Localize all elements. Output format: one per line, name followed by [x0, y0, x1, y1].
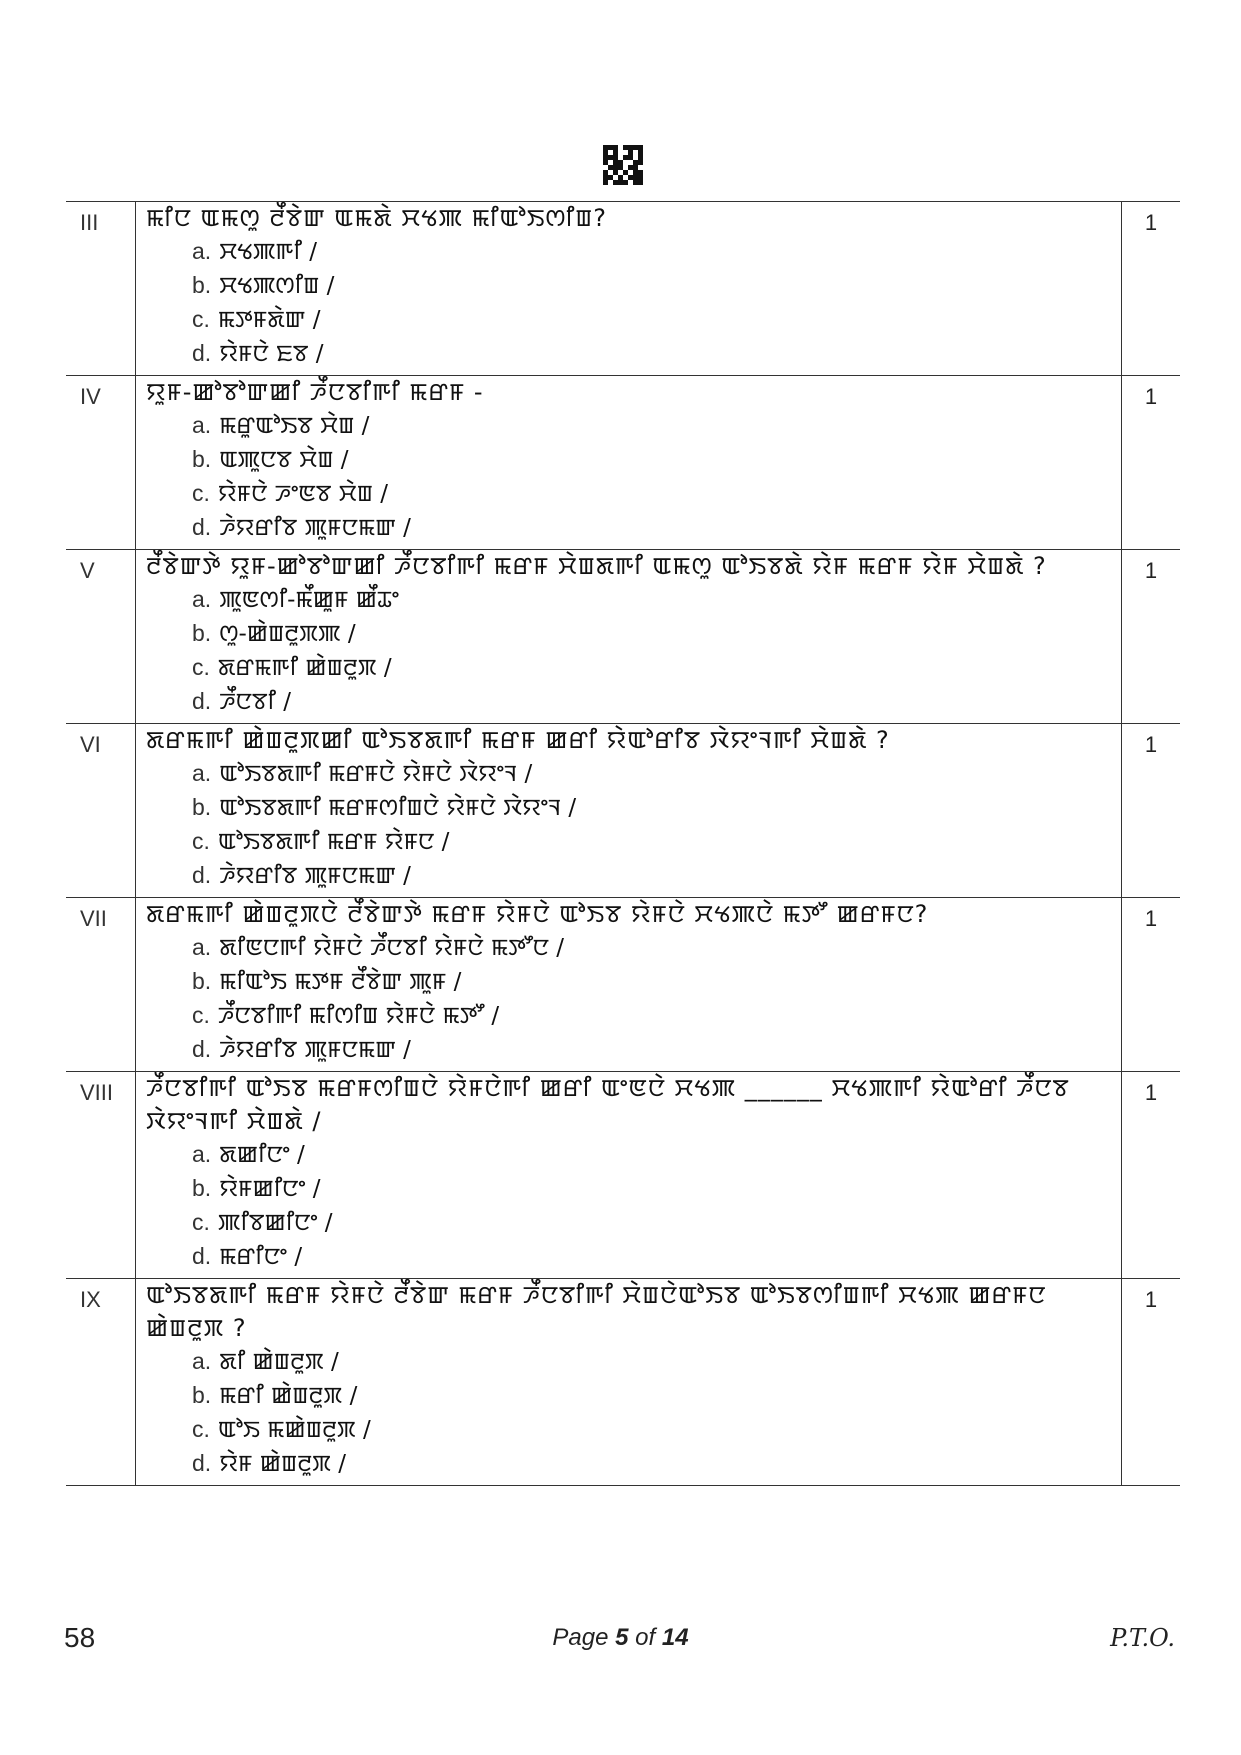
answer-option	[146, 1033, 1111, 1067]
option-text: ꯍꯥꯌꯔꯤꯕ ꯄꯨꯝꯅꯃꯛ /	[219, 1037, 411, 1063]
answer-option	[146, 1206, 1111, 1240]
question-row	[66, 202, 1180, 376]
option-label: c.	[192, 1416, 210, 1442]
answer-option	[146, 269, 1111, 303]
question-body	[136, 376, 1122, 550]
option-text: ꯆꯠꯄꯁꯤꯡ /	[219, 273, 335, 299]
answer-option	[146, 1447, 1111, 1481]
option-text: ꯌꯥꯝꯅꯥ ꯍꯦꯟꯕ ꯆꯥꯡ /	[217, 481, 389, 507]
option-label: a.	[192, 1348, 212, 1374]
option-text: ꯃꯔꯤꯅꯦ /	[219, 1244, 303, 1270]
answer-option	[146, 757, 1111, 791]
option-label: a.	[192, 760, 212, 786]
answer-option	[146, 1345, 1111, 1379]
question-row	[66, 550, 1180, 724]
question-mark: 1	[1122, 724, 1181, 898]
option-text: ꯌꯥꯝꯅꯥ ꯐꯕ /	[219, 341, 324, 367]
option-text: ꯄꯨꯟꯁꯤ-ꯃꯩꯀꯨꯝ ꯀꯩꯊꯦ	[219, 587, 399, 613]
option-text: ꯁꯨ-ꯀꯥꯡꯂꯨꯞꯄ /	[219, 621, 356, 647]
option-label: d.	[192, 1243, 212, 1269]
question-row	[66, 724, 1180, 898]
option-label: b.	[192, 272, 212, 298]
answer-option	[146, 1240, 1111, 1274]
question-row	[66, 376, 1180, 550]
question-text: ꯗꯔꯃꯒꯤ ꯀꯥꯡꯂꯨꯞꯅꯥ ꯂꯩꯕꯥꯛꯇꯥ ꯃꯔꯝ ꯌꯥꯝꯅꯥ ꯑꯣꯏꯕ ꯌꯥꯝꯅꯥ ꯆꯠꯄꯅꯥ ꯃꯇꯧ ꯀꯔꯝꯅ?	[146, 900, 929, 928]
option-label: c.	[192, 306, 210, 332]
question-text: ꯗꯔꯃꯒꯤ ꯀꯥꯡꯂꯨꯞꯀꯤ ꯑꯣꯏꯕꯗꯒꯤ ꯃꯔꯝ ꯀꯔꯤ ꯌꯥꯑꯣꯔꯤꯕ ꯋꯥꯌꯦꯜꯒꯤ ꯆꯥꯡꯗꯥ ?	[146, 726, 890, 754]
answer-option	[146, 409, 1111, 443]
option-label: d.	[192, 862, 212, 888]
option-text: ꯗꯤꯟꯅꯒꯤ ꯌꯥꯝꯅꯥ ꯍꯩꯅꯕꯤ ꯌꯥꯝꯅꯥ ꯃꯇꯧꯅ /	[219, 935, 564, 961]
option-text: ꯃꯔꯨꯑꯣꯏꯕ ꯆꯥꯡ /	[219, 413, 370, 439]
option-label: b.	[192, 794, 212, 820]
question-body	[136, 724, 1122, 898]
option-text: ꯍꯩꯅꯕꯤ /	[219, 689, 292, 715]
option-text: ꯍꯥꯌꯔꯤꯕ ꯄꯨꯝꯅꯃꯛ /	[219, 863, 411, 889]
option-text: ꯑꯣꯏꯕꯗꯒꯤ ꯃꯔꯝꯅꯥ ꯌꯥꯝꯅꯥ ꯋꯥꯌꯦꯜ /	[219, 761, 533, 787]
answer-option	[146, 931, 1111, 965]
option-label: b.	[192, 968, 212, 994]
question-text: ꯂꯩꯕꯥꯛꯇꯥ ꯌꯨꯝ-ꯀꯣꯕꯣꯛꯀꯤ ꯍꯩꯅꯕꯤꯒꯤ ꯃꯔꯝ ꯆꯥꯡꯗꯒꯤ ꯑꯃꯁꯨ ꯑꯣꯏꯕꯗꯥ ꯌꯥꯝ ꯃꯔꯝ ꯌꯥꯝ ꯆꯥꯡꯗꯥ ?	[146, 552, 1047, 580]
question-number: IX	[66, 1279, 136, 1486]
answer-option	[146, 511, 1111, 545]
question-mark: 1	[1122, 202, 1181, 376]
option-text: ꯑꯣꯏ ꯃꯀꯥꯡꯂꯨꯞ /	[217, 1417, 371, 1443]
option-text: ꯄꯤꯕꯀꯤꯅꯦ /	[217, 1210, 333, 1236]
option-label: d.	[192, 1036, 212, 1062]
option-label: b.	[192, 1382, 212, 1408]
question-text: ꯑꯣꯏꯕꯗꯒꯤ ꯃꯔꯝ ꯌꯥꯝꯅꯥ ꯂꯩꯕꯥꯛ ꯃꯔꯝ ꯍꯩꯅꯕꯤꯒꯤ ꯆꯥꯡꯅꯥꯑꯣꯏꯕ ꯑꯣꯏꯕꯁꯤꯡꯒꯤ ꯆꯠꯄ ꯀꯔꯝꯅ ꯀꯥꯡꯂꯨꯞ ?	[146, 1281, 1047, 1342]
option-label: b.	[192, 446, 212, 472]
option-label: a.	[192, 238, 212, 264]
qr-code	[603, 145, 643, 185]
answer-option	[146, 1172, 1111, 1206]
answer-option	[146, 337, 1111, 371]
option-label: d.	[192, 688, 212, 714]
answer-option	[146, 303, 1111, 337]
answer-option	[146, 791, 1111, 825]
option-text: ꯍꯩꯅꯕꯤꯒꯤ ꯃꯤꯁꯤꯡ ꯌꯥꯝꯅꯥ ꯃꯇꯧ /	[217, 1003, 500, 1029]
question-body	[136, 202, 1122, 376]
question-mark: 1	[1122, 1072, 1181, 1279]
option-label: b.	[192, 1175, 212, 1201]
answer-option	[146, 825, 1111, 859]
answer-option	[146, 235, 1111, 269]
question-text: ꯍꯩꯅꯕꯤꯒꯤ ꯑꯣꯏꯕ ꯃꯔꯝꯁꯤꯡꯅꯥ ꯌꯥꯝꯅꯥꯒꯤ ꯀꯔꯤ ꯑꯦꯟꯅꯥ ꯆꯠꯄ ______ ꯆꯠꯄꯒꯤ ꯌꯥꯑꯣꯔꯤ ꯍꯩꯅꯕ ꯋꯥꯌꯦꯜꯒꯤ ꯆꯥꯡꯗꯥ /	[146, 1074, 1070, 1135]
answer-option	[146, 1413, 1111, 1447]
question-table	[66, 201, 1180, 1486]
question-number: IV	[66, 376, 136, 550]
answer-option	[146, 443, 1111, 477]
option-text: ꯃꯔꯤ ꯀꯥꯡꯂꯨꯞ /	[219, 1383, 358, 1409]
question-body	[136, 1072, 1122, 1279]
question-row	[66, 898, 1180, 1072]
answer-option	[146, 477, 1111, 511]
option-text: ꯗꯤ ꯀꯥꯡꯂꯨꯞ /	[219, 1349, 339, 1375]
question-mark: 1	[1122, 376, 1181, 550]
option-text: ꯗꯔꯃꯒꯤ ꯀꯥꯡꯂꯨꯞ /	[217, 655, 392, 681]
option-label: d.	[192, 514, 212, 540]
question-number: VIII	[66, 1072, 136, 1279]
option-text: ꯃꯇꯝꯗꯥꯛ /	[217, 307, 321, 333]
option-text: ꯑꯣꯏꯕꯗꯒꯤ ꯃꯔꯝ ꯌꯥꯝꯅ /	[217, 829, 450, 855]
answer-option	[146, 965, 1111, 999]
answer-option	[146, 617, 1111, 651]
answer-option	[146, 999, 1111, 1033]
question-number: VI	[66, 724, 136, 898]
answer-option	[146, 583, 1111, 617]
option-label: c.	[192, 654, 210, 680]
option-text: ꯌꯥꯝꯀꯤꯅꯦ /	[219, 1176, 321, 1202]
option-text: ꯑꯄꯨꯅꯕ ꯆꯥꯡ /	[219, 447, 349, 473]
pto-note: P.T.O.	[1110, 1624, 1175, 1652]
paper-code: 58	[64, 1622, 96, 1653]
option-text: ꯌꯥꯝ ꯀꯥꯡꯂꯨꯞ /	[219, 1451, 347, 1477]
answer-option	[146, 859, 1111, 893]
question-mark: 1	[1122, 898, 1181, 1072]
question-number: III	[66, 202, 136, 376]
option-label: c.	[192, 1209, 210, 1235]
option-label: c.	[192, 1002, 210, 1028]
answer-option	[146, 1138, 1111, 1172]
question-mark: 1	[1122, 1279, 1181, 1486]
question-number: V	[66, 550, 136, 724]
option-label: a.	[192, 934, 212, 960]
option-text: ꯃꯤꯑꯣꯏ ꯃꯇꯝ ꯂꯩꯕꯥꯛ ꯄꯨꯝ /	[219, 969, 462, 995]
option-label: d.	[192, 1450, 212, 1476]
option-text: ꯆꯠꯄꯒꯤ /	[219, 239, 318, 265]
question-mark: 1	[1122, 550, 1181, 724]
option-label: c.	[192, 828, 210, 854]
option-label: c.	[192, 480, 210, 506]
question-text: ꯌꯨꯝ-ꯀꯣꯕꯣꯛꯀꯤ ꯍꯩꯅꯕꯤꯒꯤ ꯃꯔꯝ -	[146, 378, 484, 406]
question-text: ꯃꯤꯅ ꯑꯃꯁꯨ ꯂꯩꯕꯥꯛ ꯑꯃꯗꯥ ꯆꯠꯄ ꯃꯤꯑꯣꯏꯁꯤꯡ?	[146, 204, 607, 232]
answer-option	[146, 1379, 1111, 1413]
option-text: ꯍꯥꯌꯔꯤꯕ ꯄꯨꯝꯅꯃꯛ /	[219, 515, 411, 541]
option-label: d.	[192, 340, 212, 366]
option-text: ꯗꯀꯤꯅꯦ /	[219, 1142, 305, 1168]
option-label: a.	[192, 586, 212, 612]
answer-option	[146, 685, 1111, 719]
question-row	[66, 1072, 1180, 1279]
question-body	[136, 1279, 1122, 1486]
option-label: b.	[192, 620, 212, 646]
question-number: VII	[66, 898, 136, 1072]
answer-option	[146, 651, 1111, 685]
page-number: Page 5 of 14	[552, 1624, 689, 1651]
option-label: a.	[192, 412, 212, 438]
question-body	[136, 898, 1122, 1072]
question-row	[66, 1279, 1180, 1486]
option-label: a.	[192, 1141, 212, 1167]
option-text: ꯑꯣꯏꯕꯗꯒꯤ ꯃꯔꯝꯁꯤꯡꯅꯥ ꯌꯥꯝꯅꯥ ꯋꯥꯌꯦꯜ /	[219, 795, 577, 821]
question-body	[136, 550, 1122, 724]
